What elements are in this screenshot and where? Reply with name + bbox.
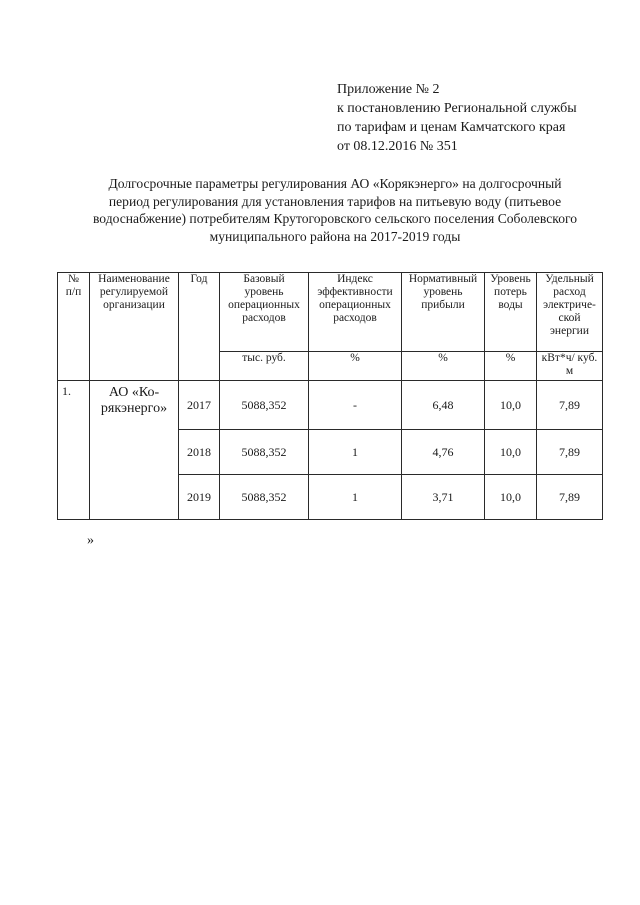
document-title — [60, 175, 610, 245]
header-base-level: Базовый уровень операционных расходов — [220, 273, 309, 352]
unit-energy: кВт*ч/ куб. м — [537, 352, 603, 381]
header-organization: Наименование регулируемой организации — [90, 273, 179, 381]
cell-year: 2019 — [179, 475, 220, 520]
cell-profit: 4,76 — [402, 430, 485, 475]
unit-index: % — [309, 352, 402, 381]
cell-profit: 3,71 — [402, 475, 485, 520]
title-line-1: Долгосрочные параметры регулирования АО «Корякэнерго» на долгосрочный — [108, 176, 562, 191]
header-year: Год — [179, 273, 220, 381]
appendix-line-4: от 08.12.2016 № 351 — [337, 139, 458, 154]
cell-loss: 10,0 — [485, 381, 537, 430]
header-energy-consumption: Удельный расход электриче- ской энергии — [537, 273, 603, 352]
cell-base: 5088,352 — [220, 430, 309, 475]
appendix-line-3: по тарифам и ценам Камчатского края — [337, 120, 566, 135]
unit-profit: % — [402, 352, 485, 381]
title-line-3: водоснабжение) потребителям Крутогоровского сельского поселения Соболевского — [92, 211, 578, 226]
organization-name: АО «Ко- рякэнерго» — [90, 381, 179, 520]
cell-energy: 7,89 — [537, 381, 603, 430]
appendix-line-2: к постановлению Региональной службы — [337, 101, 577, 116]
cell-energy: 7,89 — [537, 430, 603, 475]
cell-index: 1 — [309, 475, 402, 520]
cell-profit: 6,48 — [402, 381, 485, 430]
cell-loss: 10,0 — [485, 430, 537, 475]
title-line-2: период регулирования для установления тарифов на питьевую воду (питьевое — [108, 193, 562, 209]
cell-loss: 10,0 — [485, 475, 537, 520]
header-profit-level: Нормативный уровень прибыли — [402, 273, 485, 352]
cell-base: 5088,352 — [220, 475, 309, 520]
header-efficiency-index: Индекс эффективности операционных расходов — [309, 273, 402, 352]
appendix-line-1: Приложение № 2 — [337, 82, 440, 97]
cell-index: - — [309, 381, 402, 430]
cell-index: 1 — [309, 430, 402, 475]
parameters-table — [57, 272, 603, 520]
table-row — [58, 381, 603, 430]
unit-loss: % — [485, 352, 537, 381]
header-water-loss: Уровень потерь воды — [485, 273, 537, 352]
cell-energy: 7,89 — [537, 475, 603, 520]
row-number: 1. — [58, 381, 90, 520]
appendix-header — [337, 80, 577, 156]
closing-quote-mark: » — [87, 533, 94, 548]
cell-year: 2018 — [179, 430, 220, 475]
title-line-4: муниципального района на 2017-2019 годы — [209, 228, 461, 244]
header-num: № п/п — [58, 273, 90, 381]
unit-base: тыс. руб. — [220, 352, 309, 381]
cell-base: 5088,352 — [220, 381, 309, 430]
table-header-row — [58, 273, 603, 352]
cell-year: 2017 — [179, 381, 220, 430]
